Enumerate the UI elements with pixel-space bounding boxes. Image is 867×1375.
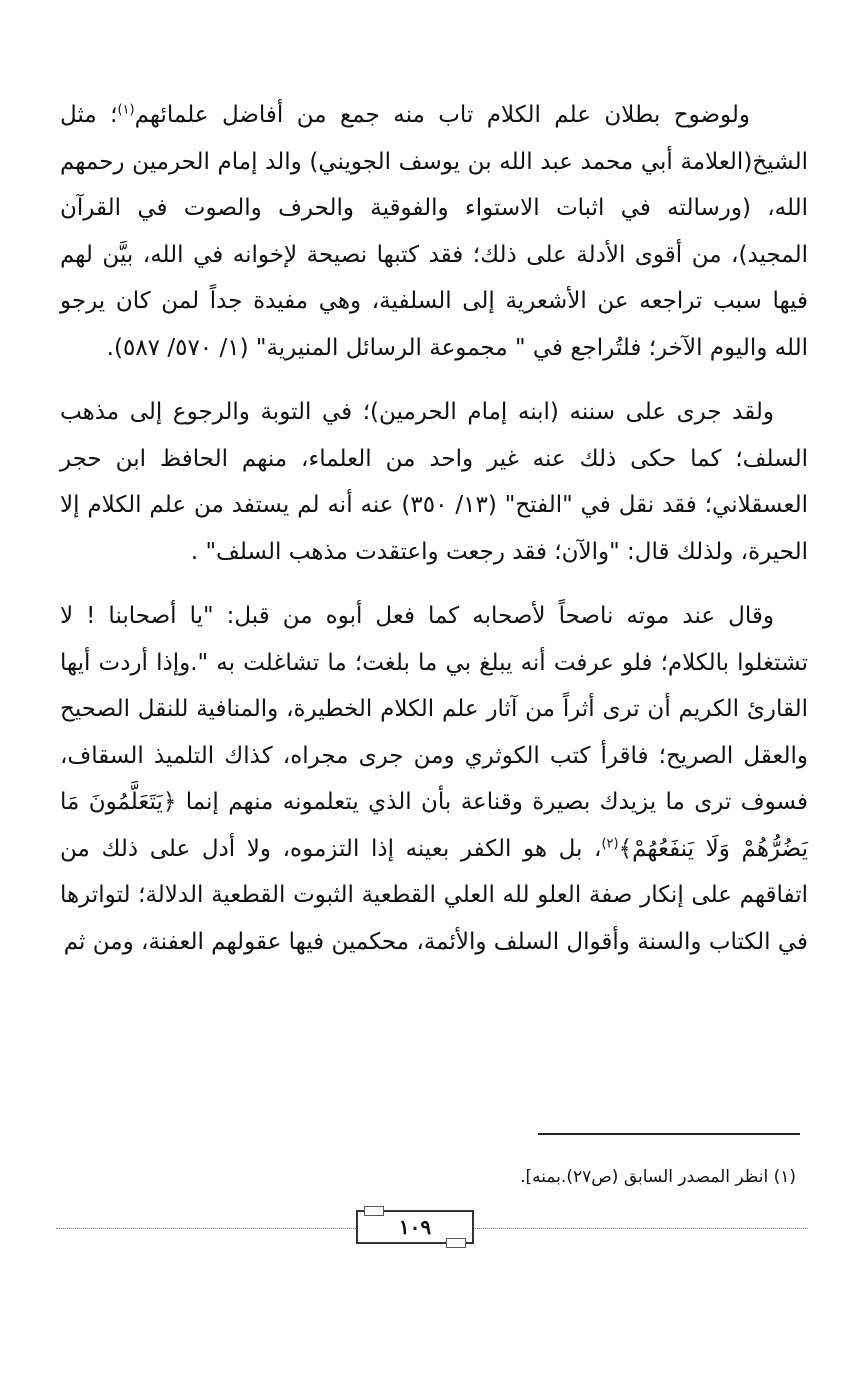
- page-number-frame: [356, 1210, 474, 1244]
- footnote-marker: (١): [117, 102, 135, 118]
- paragraph-text: وقال عند موته ناصحاً لأصحابه كما فعل أبوه من قبل: "يا أصحابنا ! لا تشتغلوا بالكلام؛ فلو عرفت أنه يبلغ بي ما بلغت؛ ما تشاغلت به ".وإذا أردت أيها القارئ الكريم أن ترى أثراً من آثار علم الكلام الخطيرة، والمنافية للنقل الصحيح والعقل الصريح؛ فاقرأ كتب الكوثري ومن جرى مجراه، كذاك التلميذ السقاف، فسوف ترى ما يزيدك بصيرة وقناعة بأن الذي يتعلمونه منهم إنما ﴿يَتَعَلَّمُونَ مَا يَضُرُّهُمْ وَلَا يَنفَعُهُمْ﴾: [60, 603, 809, 862]
- paragraph-text: ، بل هو الكفر بعينه إذا التزموه، ولا أدل على ذلك من اتفاقهم على إنكار صفة العلو لله العلي القطعية الثبوت القطعية الدلالة؛ لتواترها في الكتاب والسنة وأقوال السلف والأئمة، محكمين فيها عقولهم العفنة، ومن ثم: [60, 835, 808, 955]
- paragraph-text: ؛ مثل الشيخ(العلامة أبي محمد عبد الله بن يوسف الجويني) والد إمام الحرمين رحمهم الله، (ورسالته في اثبات الاستواء والفوقية والحرف والصوت في القرآن المجيد)، من أقوى الأدلة على ذلك؛ فقد كتبها نصيحة لإخوانه في الله، بيَّن لهم فيها سبب تراجعه عن الأشعرية إلى السلفية، وهي مفيدة جداً لمن كان يرجو الله واليوم الآخر؛ فلتُراجع في " مجموعة الرسائل المنيرية" (١/ ٥٧٠/ ٥٨٧).: [60, 102, 808, 361]
- paragraph: [60, 593, 808, 965]
- footnote-separator: [538, 1133, 800, 1135]
- footnote-marker: (٢): [601, 835, 619, 851]
- page-number: ١٠٩: [398, 1215, 432, 1239]
- paragraph: [60, 389, 808, 575]
- paragraph-text: ولقد جرى على سننه (ابنه إمام الحرمين)؛ في التوبة والرجوع إلى مذهب السلف؛ كما حكى ذلك عنه غير واحد من العلماء، منهم الحافظ ابن حجر العسقلاني؛ فقد نقل في "الفتح" (١٣/ ٣٥٠) عنه أنه لم يستفد من علم الكلام إلا الحيرة، ولذلك قال: "والآن؛ فقد رجعت واعتقدت مذهب السلف" .: [60, 399, 808, 565]
- paragraph: [60, 92, 808, 371]
- footnote: (١) انظر المصدر السابق (ص٢٧).بمنه].: [520, 1167, 796, 1187]
- paragraph-text: ولوضوح بطلان علم الكلام تاب منه جمع من أفاضل علمائهم: [134, 102, 750, 128]
- main-text: [60, 92, 808, 983]
